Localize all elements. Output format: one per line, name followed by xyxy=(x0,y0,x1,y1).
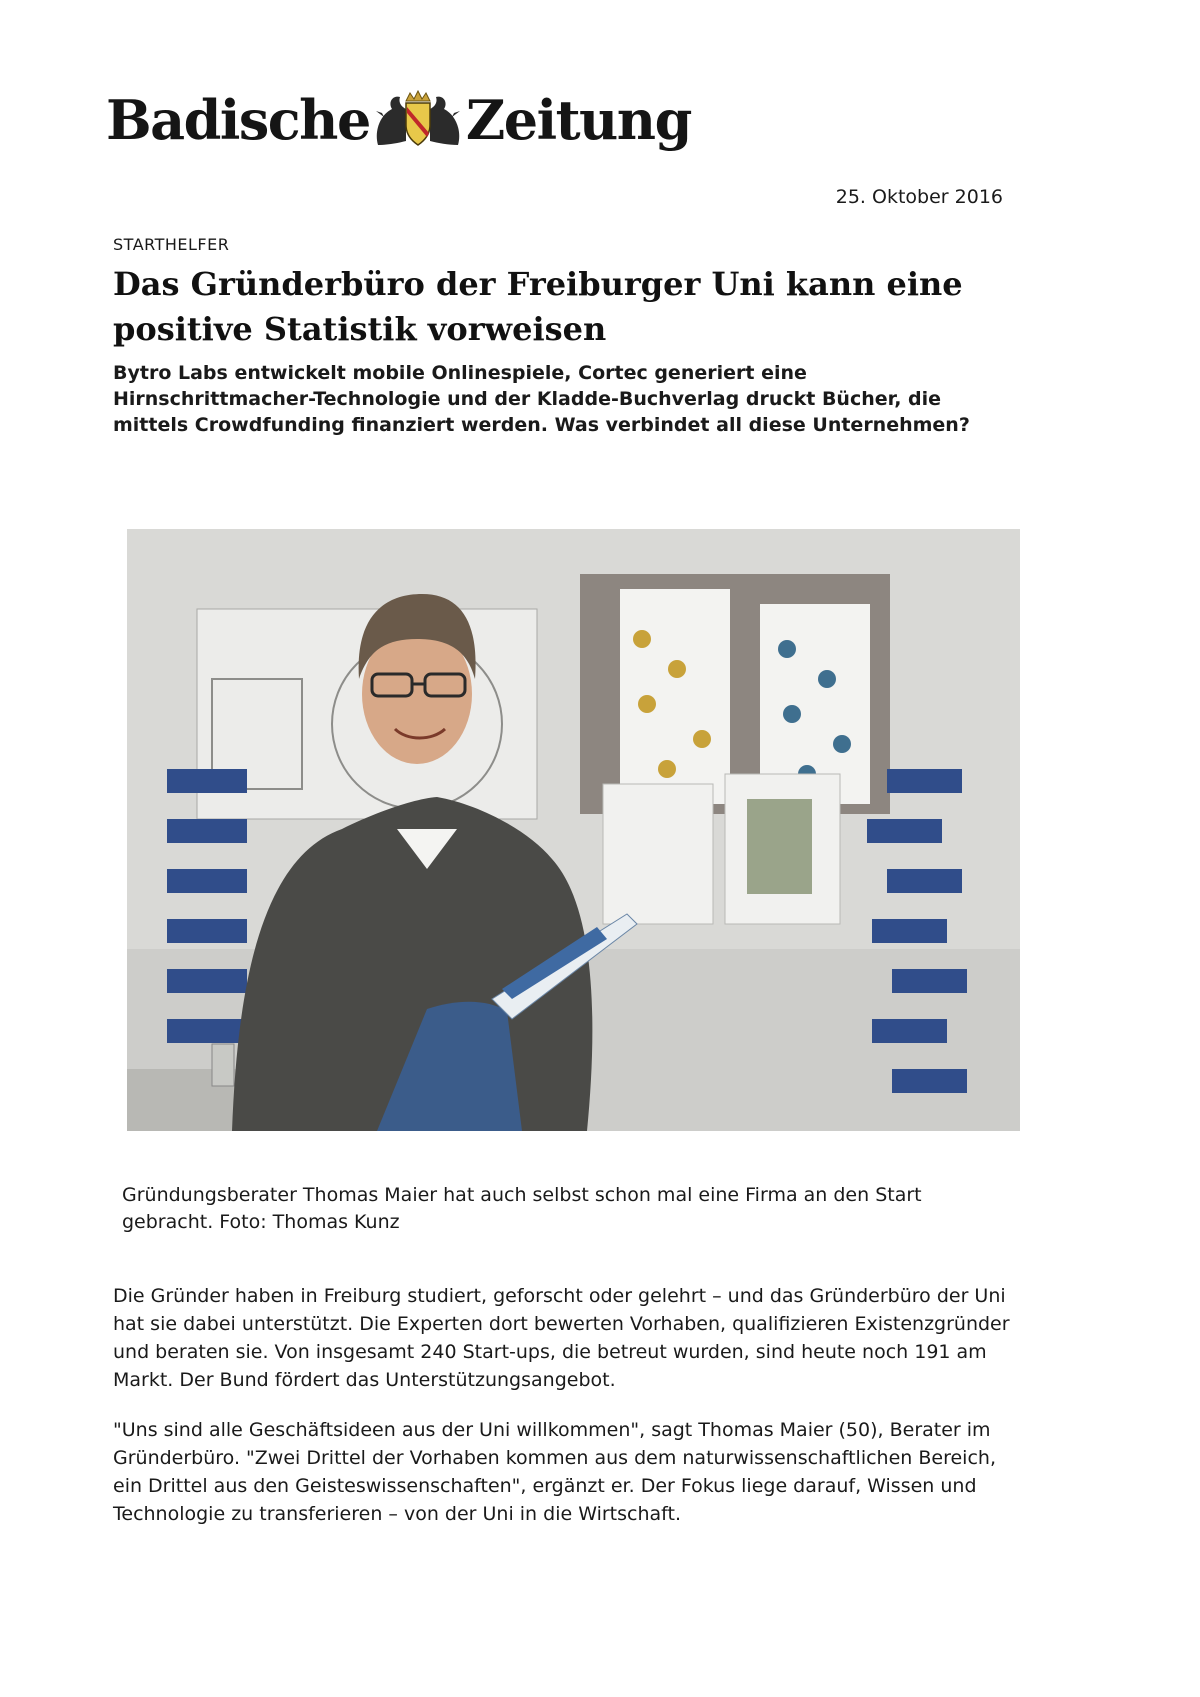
photo-caption: Gründungsberater Thomas Maier hat auch selbst schon mal eine Firma an den Start gebracht. Foto: Thomas Kunz xyxy=(122,1184,922,1233)
article-headline: Das Gründerbüro der Freiburger Uni kann eine positive Statistik vorweisen xyxy=(113,265,963,348)
article-kicker: STARTHELFER xyxy=(113,235,230,254)
photo-illustration xyxy=(127,529,1020,1131)
body-paragraph-2: "Uns sind alle Geschäftsideen aus der Uni willkommen", sagt Thomas Maier (50), Berater im Gründerbüro. "Zwei Drittel der Vorhaben kommen aus dem naturwissenschaftlichen Bereich, ein Drittel aus den Geisteswissenschaften", ergänzt er. Der Fokus liege darauf, Wissen und Technologie zu transferieren – von der Uni in die Wirtschaft. xyxy=(113,1419,996,1525)
article-body xyxy=(113,1282,1013,1550)
article-teaser: Bytro Labs entwickelt mobile Onlinespiele, Cortec generiert eine Hirnschrittmacher-Technologie und der Kladde-Buchverlag druckt Bücher, die mittels Crowdfunding finanziert werden. Was verbindet all diese Unternehmen? xyxy=(113,362,970,436)
body-paragraph-1: Die Gründer haben in Freiburg studiert, geforscht oder gelehrt – und das Gründerbüro der Uni hat sie dabei unterstützt. Die Experten dort bewerten Vorhaben, qualifizieren Existenzgründer und beraten sie. Von insgesamt 240 Start-ups, die betreut wurden, sind heute noch 191 am Markt. Der Bund fördert das Unterstützungsangebot. xyxy=(113,1285,1010,1391)
newspaper-masthead xyxy=(106,80,691,160)
article-date: 25. Oktober 2016 xyxy=(835,186,1003,208)
article-photo xyxy=(127,529,1020,1131)
coat-of-arms-icon xyxy=(372,87,464,153)
masthead-word-zeitung: Zeitung xyxy=(465,88,691,152)
masthead-word-badische: Badische xyxy=(106,88,370,152)
